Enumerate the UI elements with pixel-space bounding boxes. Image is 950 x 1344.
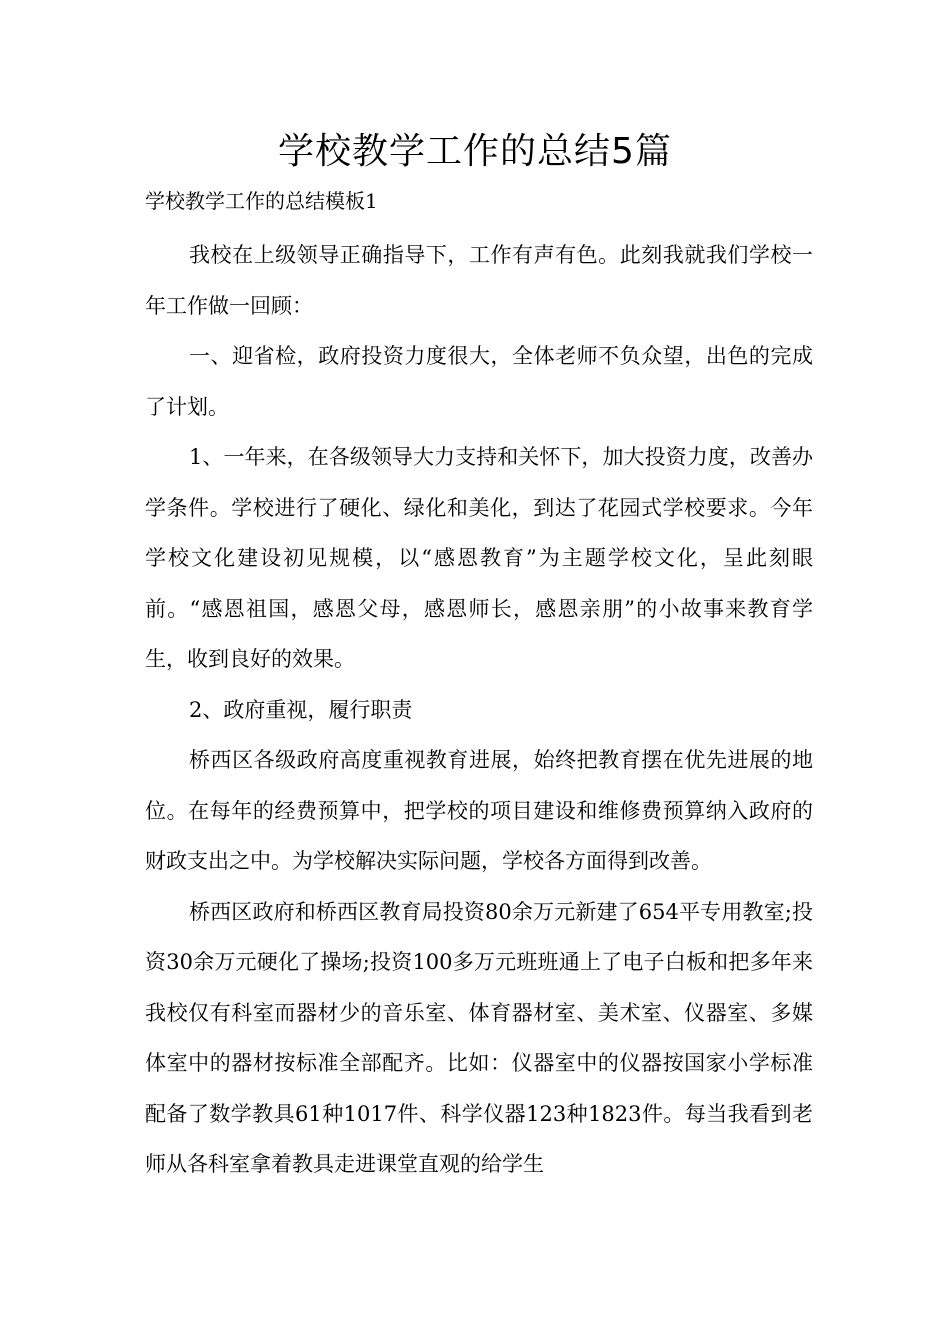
document-title: 学校教学工作的总结5篇 (278, 131, 672, 172)
paragraph-section-one: 一、迎省检，政府投资力度很大，全体老师不负众望，出色的完成了计划。 (145, 344, 813, 419)
paragraph-intro: 我校在上级领导正确指导下，工作有声有色。此刻我就我们学校一年工作做一回顾： (145, 243, 813, 318)
paragraph-investment: 桥西区政府和桥西区教育局投资80余万元新建了654平专用教室;投资30余万元硬化了操场;投资100多万元班班通上了电子白板和把多年来我校仅有科室而器材少的音乐室、体育器材室、美术室、仪器室、多媒体室中的器材按标准全部配齐。比如：仪器室中的仪器按国家小学标准配备了数学教具61种1017件、科学仪器123种1823件。每当我看到老师从各科室拿着教具走进课堂直观的给学生 (145, 899, 813, 1176)
paragraph-item-one: 1、一年来，在各级领导大力支持和关怀下，加大投资力度，改善办学条件。学校进行了硬化、绿化和美化，到达了花园式学校要求。今年学校文化建设初见规模，以“感恩教育”为主题学校文化，呈此刻眼前。“感恩祖国，感恩父母，感恩师长，感恩亲朋”的小故事来教育学生，收到良好的效果。 (145, 445, 813, 671)
paragraph-government-priority: 桥西区各级政府高度重视教育进展，始终把教育摆在优先进展的地位。在每年的经费预算中，把学校的项目建设和维修费预算纳入政府的财政支出之中。为学校解决实际问题，学校各方面得到改善。 (145, 748, 813, 873)
document-subtitle: 学校教学工作的总结模板1 (145, 189, 378, 213)
paragraph-item-two-heading: 2、政府重视，履行职责 (189, 697, 413, 722)
document-body (145, 230, 813, 1190)
